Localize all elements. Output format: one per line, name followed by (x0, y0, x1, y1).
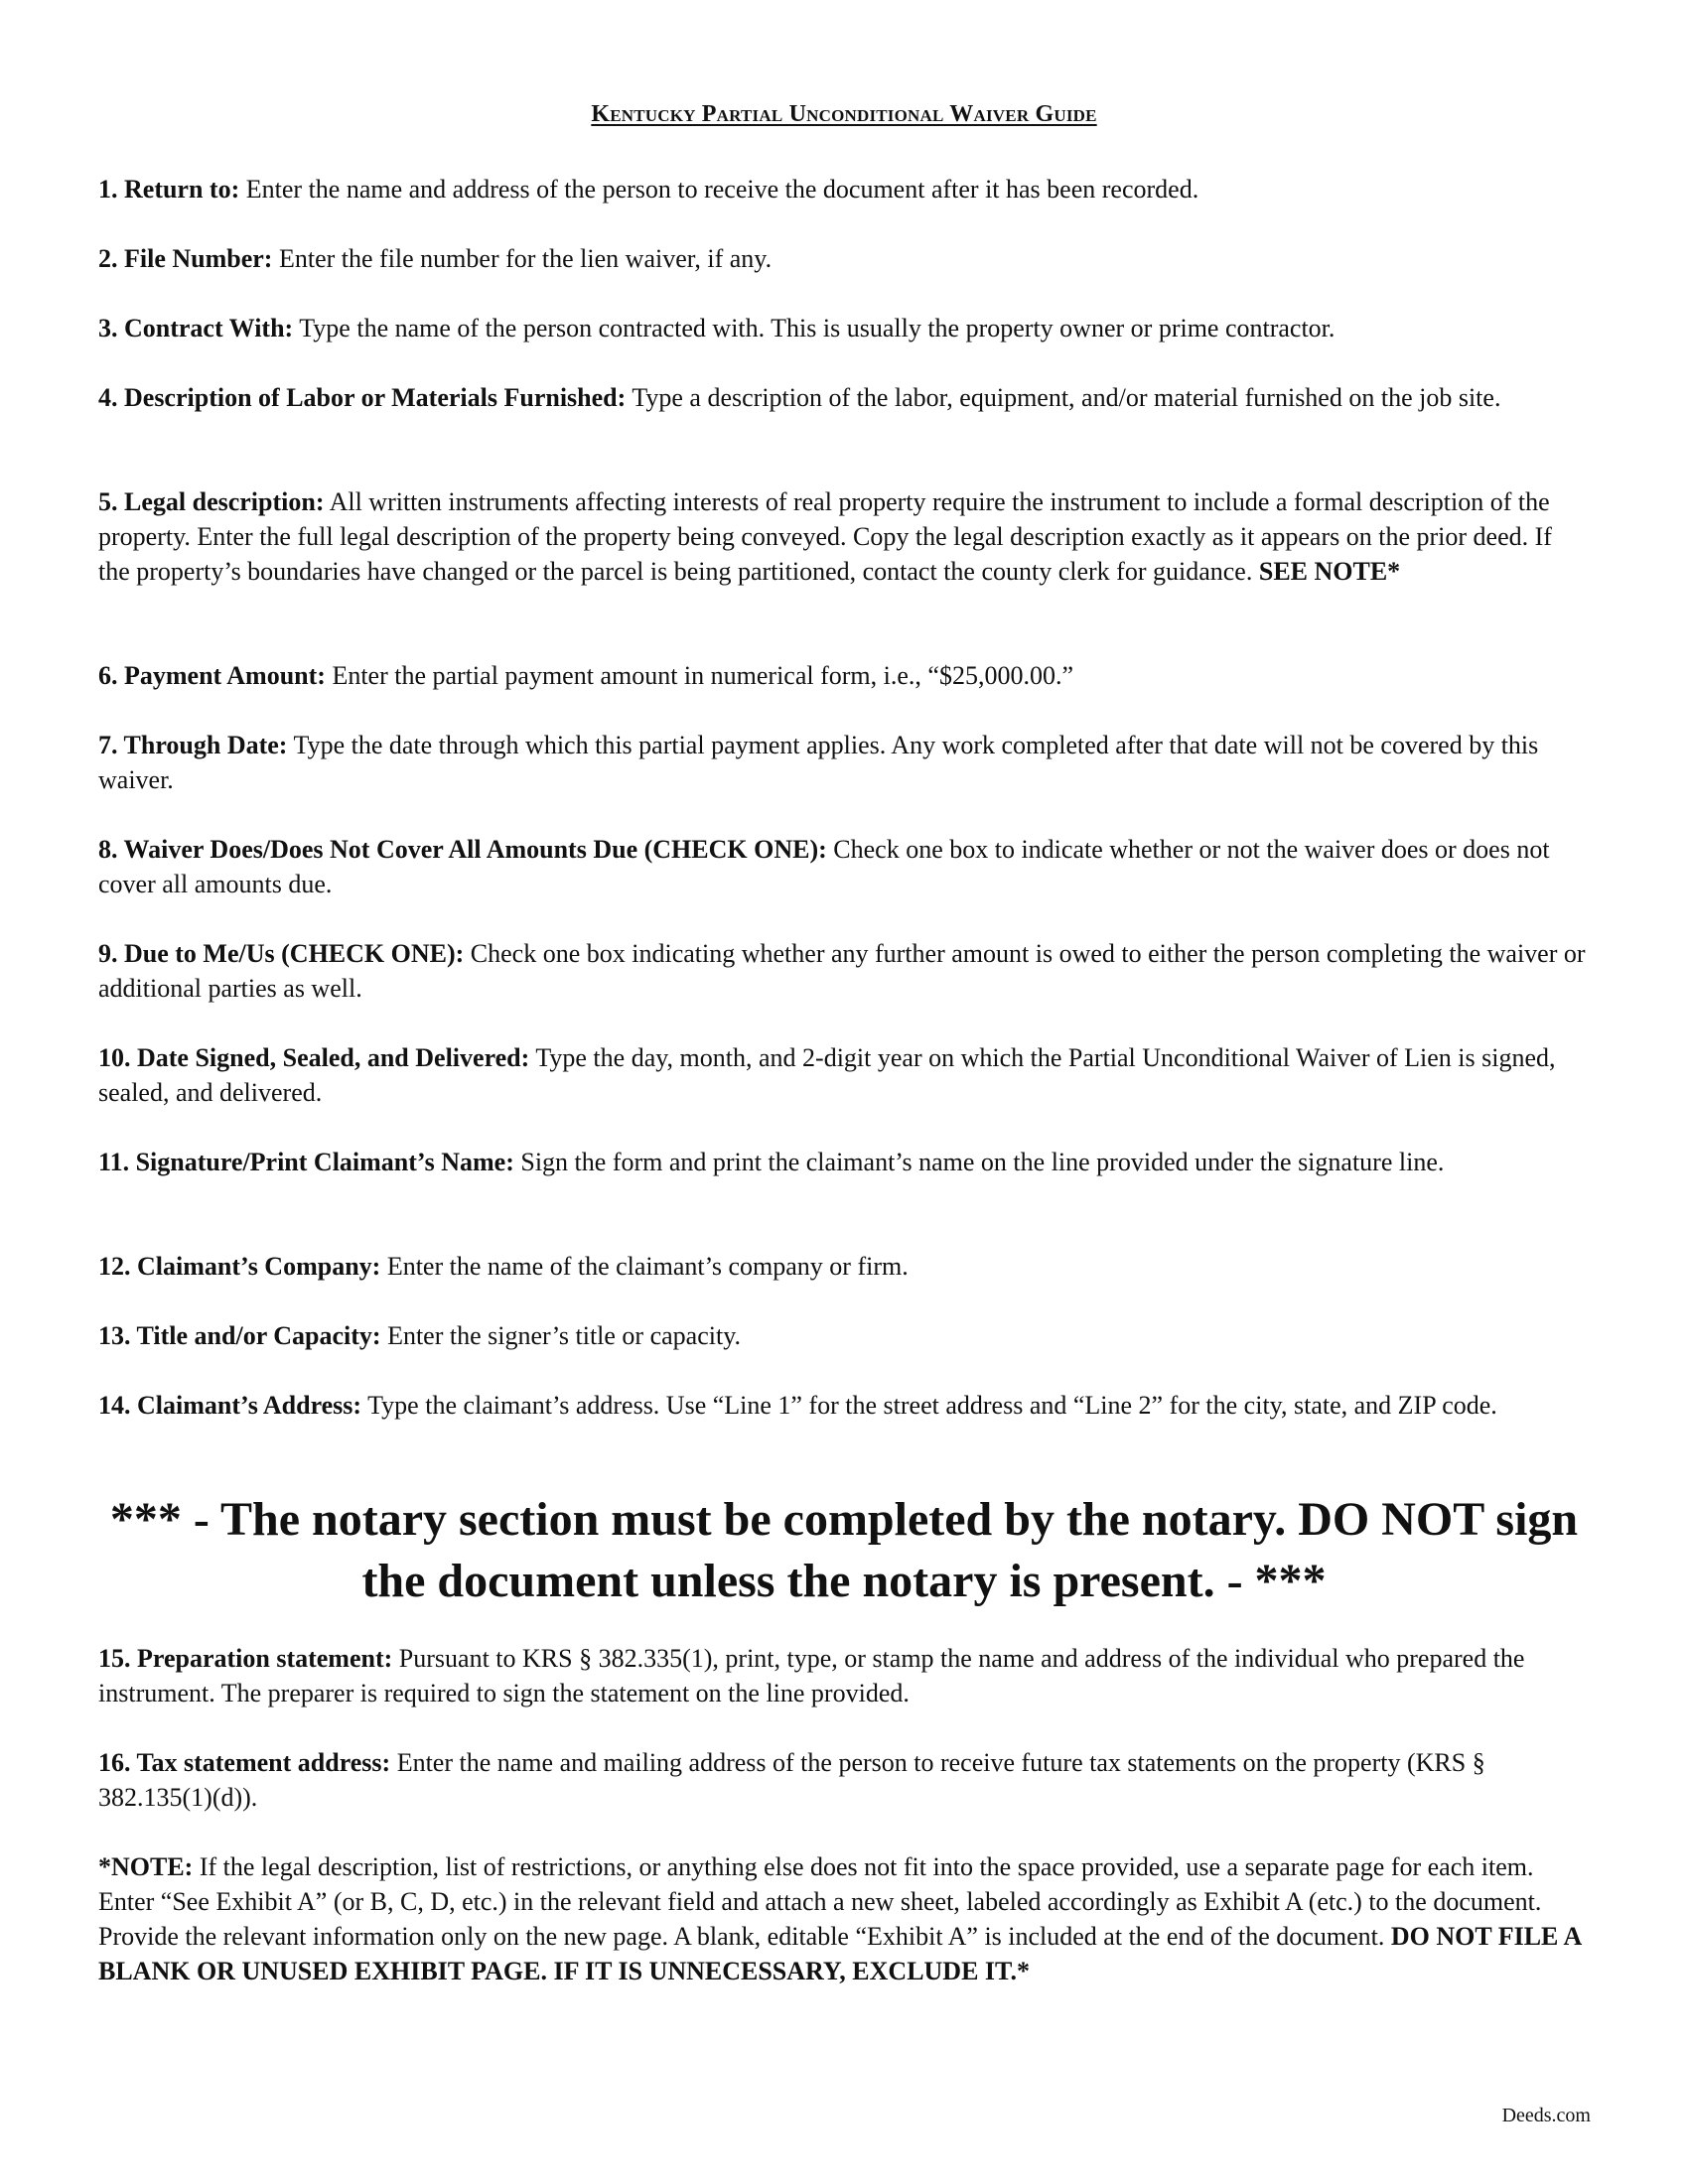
guide-item-title-capacity (98, 1318, 1590, 1353)
item-label: 14. Claimant’s Address: (98, 1391, 362, 1420)
guide-item-return-to (98, 172, 1590, 206)
item-label: 7. Through Date: (98, 731, 288, 759)
page-title: Kentucky Partial Unconditional Waiver Guide (591, 101, 1097, 127)
guide-item-tax-statement (98, 1745, 1590, 1815)
footer-brand: Deeds.com (1501, 2105, 1591, 2126)
item-text: Check one box to indicate whether or not the waiver does or does not cover all amounts due. (98, 835, 1550, 898)
guide-item-through-date (98, 728, 1590, 797)
item-label: 15. Preparation statement: (98, 1644, 393, 1673)
item-text: Pursuant to KRS § 382.335(1), print, type, or stamp the name and address of the individual who prepared the instrument. The preparer is required to sign the statement on the line provided. (98, 1644, 1525, 1707)
item-text: Enter the name of the claimant’s company or firm. (380, 1252, 909, 1281)
item-label: 10. Date Signed, Sealed, and Delivered: (98, 1043, 530, 1072)
item-text: Enter the name and address of the person to receive the document after it has been recorded. (239, 175, 1199, 204)
item-label: 9. Due to Me/Us (CHECK ONE): (98, 939, 465, 968)
item-text: Enter the signer’s title or capacity. (380, 1321, 742, 1350)
item-text: Type the day, month, and 2-digit year on which the Partial Unconditional Waiver of Lien is signed, sealed, and delivered. (98, 1043, 1556, 1107)
guide-item-due-to (98, 936, 1590, 1006)
guide-item-description-labor (98, 380, 1590, 415)
item-label: 13. Title and/or Capacity: (98, 1321, 381, 1350)
notary-warning: *** - The notary section must be completed by the notary. DO NOT sign the document unless the notary is present. - *** (109, 1493, 1579, 1607)
item-text: Type the date through which this partial payment applies. Any work completed after that date will not be covered by this waiver. (98, 731, 1539, 794)
item-text: Type the claimant’s address. Use “Line 1” for the street address and “Line 2” for the city, state, and ZIP code. (361, 1391, 1497, 1420)
note-label: *NOTE: (98, 1852, 194, 1881)
item-label: 2. File Number: (98, 244, 273, 273)
guide-item-company (98, 1249, 1590, 1284)
note-text: If the legal description, list of restrictions, or anything else does not fit into the space provided, use a separate page for each item. Enter “See Exhibit A” (or B, C, D, etc.) in the relevant field and attach a new sheet, labeled accordingly as Exhibit A (etc.) to the document. Provide the relevant information only on the new page. A blank, editable “Exhibit A” is included at the end of the document. (98, 1852, 1542, 1951)
guide-item-preparation (98, 1641, 1590, 1710)
item-label: 4. Description of Labor or Materials Furnished: (98, 383, 627, 412)
note-warning: DO NOT FILE A BLANK OR UNUSED EXHIBIT PAGE. IF IT IS UNNECESSARY, EXCLUDE IT.* (98, 1922, 1581, 1985)
item-label: 1. Return to: (98, 175, 240, 204)
item-text: Sign the form and print the claimant’s name on the line provided under the signature line. (513, 1148, 1445, 1176)
item-label: 8. Waiver Does/Does Not Cover All Amounts Due (CHECK ONE): (98, 835, 827, 864)
guide-item-address (98, 1388, 1590, 1423)
item-label: 5. Legal description: (98, 487, 325, 516)
item-text: Check one box indicating whether any further amount is owed to either the person completing the waiver or additional parties as well. (98, 939, 1586, 1003)
guide-item-signature (98, 1145, 1590, 1179)
item-label: 12. Claimant’s Company: (98, 1252, 381, 1281)
see-note: SEE NOTE* (1258, 557, 1401, 586)
item-text: Enter the file number for the lien waiver, if any. (272, 244, 773, 273)
guide-item-date-signed (98, 1040, 1590, 1110)
item-text: Enter the partial payment amount in numerical form, i.e., “$25,000.00.” (325, 661, 1073, 690)
item-text: Enter the name and mailing address of the person to receive future tax statements on the property (KRS § 382.135(1)(d)). (98, 1748, 1485, 1812)
guide-item-payment-amount (98, 658, 1590, 693)
guide-item-waiver-cover (98, 832, 1590, 901)
note-paragraph (98, 1849, 1590, 1988)
guide-item-contract-with (98, 311, 1590, 345)
item-label: 16. Tax statement address: (98, 1748, 391, 1777)
item-label: 6. Payment Amount: (98, 661, 326, 690)
guide-item-legal-description (98, 484, 1590, 589)
item-text: Type a description of the labor, equipment, and/or material furnished on the job site. (626, 383, 1501, 412)
item-text: Type the name of the person contracted with. This is usually the property owner or prime contractor. (293, 314, 1336, 342)
item-label: 3. Contract With: (98, 314, 294, 342)
item-text: All written instruments affecting interests of real property require the instrument to include a formal description of the property. Enter the full legal description of the property being conveyed. Copy the legal description exactly as it appears on the prior deed. If the property’s boundaries have changed or the parcel is being partitioned, contact the county clerk for guidance. (98, 487, 1552, 586)
guide-item-file-number (98, 241, 1590, 276)
item-label: 11. Signature/Print Claimant’s Name: (98, 1148, 514, 1176)
